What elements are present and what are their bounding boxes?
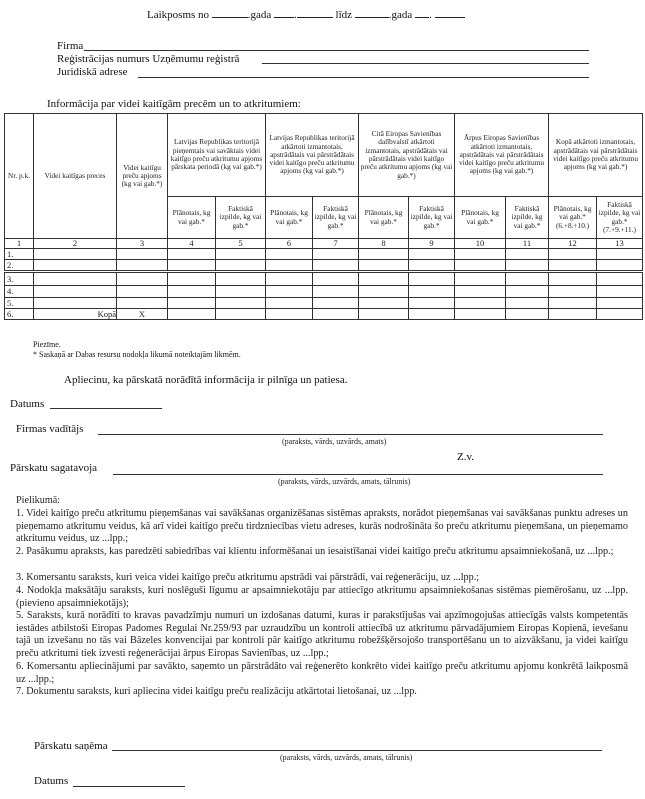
subheader-planned-4: Plānotais, kg vai gab.* [168, 197, 216, 239]
header-group-non-eu-recycled: Ārpus Eiropas Savienības atkārtoti izmantotais, apstrādātais vai pārstrādātais videi kaitīgo preču atkritumu apjoms (kg vai gab.*) [455, 114, 549, 197]
period-from-month-field[interactable] [274, 7, 294, 18]
date2-field[interactable] [73, 786, 185, 787]
data-cell[interactable] [266, 297, 313, 308]
table-row [5, 272, 643, 286]
col-number: 6 [266, 239, 313, 249]
data-cell[interactable] [313, 286, 359, 297]
data-cell[interactable] [216, 260, 266, 272]
data-cell[interactable] [597, 286, 643, 297]
table-row-total [5, 308, 643, 319]
data-cell[interactable] [409, 249, 455, 260]
col-number: 9 [409, 239, 455, 249]
data-cell[interactable] [266, 249, 313, 260]
data-cell[interactable] [313, 272, 359, 286]
subheader-actual-9: Faktiskā izpilde, kg vai gab.* [409, 197, 455, 239]
period-gada1: .gada [247, 9, 272, 21]
col-number: 13 [597, 239, 643, 249]
data-cell[interactable] [359, 308, 409, 319]
table-row [5, 297, 643, 308]
period-to-year-field[interactable] [355, 7, 389, 18]
data-cell[interactable] [168, 297, 216, 308]
director-signature-field[interactable] [98, 434, 603, 435]
data-cell[interactable] [455, 260, 506, 272]
col-number: 10 [455, 239, 506, 249]
subheader-actual-5: Faktiskā izpilde, kg vai gab.* [216, 197, 266, 239]
data-cell[interactable] [549, 308, 597, 319]
row-number: 1. [5, 249, 34, 260]
data-cell[interactable] [506, 297, 549, 308]
data-cell[interactable] [313, 249, 359, 260]
goods-cell[interactable] [34, 297, 117, 308]
subheader-planned-8: Plānotais, kg vai gab.* [359, 197, 409, 239]
col-number: 7 [313, 239, 359, 249]
col-number: 12 [549, 239, 597, 249]
data-cell[interactable] [455, 286, 506, 297]
receiver-signature-field[interactable] [112, 750, 602, 751]
subheader-actual-11: Faktiskā izpilde, kg vai gab.* [506, 197, 549, 239]
data-cell[interactable] [549, 297, 597, 308]
address-label: Juridiskā adrese [57, 66, 128, 78]
receiver-caption: (paraksts, vārds, uzvārds, amats, tālrunis) [280, 753, 413, 762]
data-cell[interactable] [168, 260, 216, 272]
volume-cell[interactable] [117, 272, 168, 286]
data-cell[interactable] [455, 297, 506, 308]
data-cell[interactable] [597, 308, 643, 319]
header-group-lv-recycled: Latvijas Republikas teritorijā atkārtoti izmantotais, apstrādātais vai pārstrādātais videi kaitīgo preču atkritumu apjoms (kg vai gab.*) [266, 114, 359, 197]
table-row [5, 286, 643, 297]
data-cell[interactable] [168, 272, 216, 286]
header-nr: Nr. p.k. [5, 114, 34, 239]
subheader-planned-12: Plānotais, kg vai gab.* (6.+8.+10.) [549, 197, 597, 239]
goods-cell[interactable] [34, 260, 117, 272]
data-cell[interactable] [549, 249, 597, 260]
volume-cell[interactable] [117, 260, 168, 272]
table-row [5, 260, 643, 272]
data-cell[interactable] [506, 308, 549, 319]
data-cell[interactable] [168, 249, 216, 260]
seal-label: Z.v. [457, 451, 475, 463]
total-volume-x: X [117, 308, 168, 319]
period-dot-1: . [294, 9, 297, 21]
data-cell[interactable] [266, 272, 313, 286]
row-number: 3. [5, 272, 34, 286]
period-prefix: Laikposms no [147, 9, 210, 21]
attachment-item-7: 7. Dokumentu saraksts, kuri apliecina videi kaitīgu preču realizāciju atkārtotai lietošanai, uz ...lpp. [16, 686, 417, 697]
data-cell[interactable] [597, 272, 643, 286]
data-cell[interactable] [216, 308, 266, 319]
row-number: 4. [5, 286, 34, 297]
preparer-label: Pārskatu sagatavoja [10, 462, 98, 474]
data-cell[interactable] [455, 272, 506, 286]
goods-cell[interactable] [34, 272, 117, 286]
total-label: Kopā [34, 308, 117, 319]
data-cell[interactable] [359, 260, 409, 272]
waste-report-table [4, 113, 643, 320]
data-cell[interactable] [266, 286, 313, 297]
data-cell[interactable] [168, 308, 216, 319]
attachment-item-3: 3. Komersantu saraksts, kuri veica videi kaitīgo preču atkritumu apstrādi vai pārstrādi, vai reģenerāciju, uz ...lpp.; [16, 572, 480, 583]
attachment-item-2: 2. Pasākumu apraksts, kas paredzēti sabiedrības vai klientu informēšanai un iesaistīšanai videi kaitīgo preču atkritumu apsaimniekošanā, uz ...lpp.; [16, 546, 614, 557]
row-number: 5. [5, 297, 34, 308]
data-cell[interactable] [597, 297, 643, 308]
period-from-day-field[interactable] [297, 7, 333, 18]
subheader-actual-13: Faktiskā izpilde, kg vai gab.* (7.+9.+11.) [597, 197, 643, 239]
reg-number-field[interactable] [262, 63, 589, 64]
table-row [5, 249, 643, 260]
data-cell[interactable] [313, 297, 359, 308]
reg-label: Reģistrācijas numurs Uzņēmumu reģistrā [57, 53, 240, 65]
period-from-year-field[interactable] [212, 7, 248, 18]
data-cell[interactable] [409, 272, 455, 286]
preparer-caption: (paraksts, vārds, uzvārds, amats, tālrunis) [278, 477, 411, 486]
row-number: 2. [5, 260, 34, 272]
data-cell[interactable] [409, 260, 455, 272]
period-lidz: līdz [335, 9, 353, 21]
col-number: 11 [506, 239, 549, 249]
col-number: 5 [216, 239, 266, 249]
period-to-day-field[interactable] [435, 7, 465, 18]
data-cell[interactable] [313, 260, 359, 272]
data-cell[interactable] [266, 260, 313, 272]
firma-field[interactable] [84, 50, 589, 51]
goods-cell[interactable] [34, 286, 117, 297]
subheader-actual-7: Faktiskā izpilde, kg vai gab.* [313, 197, 359, 239]
attachment-item-6: 6. Komersantu apliecinājumi par savākto, saņemto un pārstrādāto vai reģenerēto konkrēto videi kaitīgo preču atkritumu apjomu konkrētā laikposmā uz ...lpp.; [16, 661, 628, 685]
period-line [147, 7, 465, 21]
data-cell[interactable] [359, 272, 409, 286]
data-cell[interactable] [409, 286, 455, 297]
data-cell[interactable] [313, 308, 359, 319]
data-cell[interactable] [359, 297, 409, 308]
data-cell[interactable] [216, 272, 266, 286]
attachment-item-5: 5. Saraksts, kurā norādīti to kravas pavadzīmju numuri un izdošanas datumi, kuras ir parakstījušas vai apzīmogojušas attiecīgās valsts kompetentās iestādes atbilstoši Eiropas Padomes Regulai Nr.259/93 par uzraudzību un kontroli attiecībā uz atkritumu pārvadājumiem Eiropas Kopienā, ievešanu tajā un izvešanu no tās vai Bāzeles konvencijai par kontroli pār kaitīgo atkritumu robežšķērsojošo transportēšanu un to aizvākšanu, ja videi kaitīgu preču atkritumi tiek izvesti reģenerācijai ārpus Eiropas Savienības, uz ...lpp.; [16, 610, 628, 659]
note-title: Piezīme. [33, 340, 61, 349]
data-cell[interactable] [216, 249, 266, 260]
attachment-item-1: 1. Videi kaitīgo preču atkritumu pieņemšanas vai savākšanas organizēšanas sistēmas apraksts, norādot pieņemšanas vai savākšanas punktu adreses un pieņemamo atkritumu veidus, kā arī videi kaitīgo preču tirdzniecības vietu adreses, kurās nodrošināta šo preču atkritumu pieņemšana, un pieņemamo atkritumu veidus, uz ...lpp.; [16, 508, 628, 545]
data-cell[interactable] [549, 260, 597, 272]
data-cell[interactable] [597, 260, 643, 272]
attachment-item-4: 4. Nodokļa maksātāju saraksts, kuri noslēguši līgumu ar apsaimniekotāju par attiecīgo atkritumu apsaimniekošanas sistēmas piemērošanu, uz ...lpp. (pievieno apsaimniekotājs); [16, 585, 628, 609]
date-field[interactable] [50, 408, 162, 409]
data-cell[interactable] [168, 286, 216, 297]
data-cell[interactable] [266, 308, 313, 319]
period-gada2: .gada [388, 9, 413, 21]
date2-label: Datums [34, 775, 69, 787]
data-cell[interactable] [216, 297, 266, 308]
col-number: 8 [359, 239, 409, 249]
col-number: 1 [5, 239, 34, 249]
period-to-month-field[interactable] [415, 7, 429, 18]
data-cell[interactable] [506, 272, 549, 286]
volume-cell[interactable] [117, 286, 168, 297]
goods-cell[interactable] [34, 249, 117, 260]
preparer-signature-field[interactable] [113, 474, 603, 475]
note-star: * Saskaņā ar Dabas resursu nodokļa likumā noteiktajām likmēm. [33, 350, 241, 359]
data-cell[interactable] [409, 308, 455, 319]
header-volume: Videi kaitīgu preču apjoms (kg vai gab.*) [117, 114, 168, 239]
period-dot-2: . [429, 9, 432, 21]
col-number: 4 [168, 239, 216, 249]
certification-text: Apliecinu, ka pārskatā norādītā informācija ir pilnīga un patiesa. [64, 374, 348, 386]
volume-cell[interactable] [117, 297, 168, 308]
data-cell[interactable] [506, 249, 549, 260]
data-cell[interactable] [506, 260, 549, 272]
address-field[interactable] [138, 77, 589, 78]
volume-cell[interactable] [117, 249, 168, 260]
director-caption: (paraksts, vārds, uzvārds, amats) [282, 437, 387, 446]
table-title: Informācija par videi kaitīgām precēm un to atkritumiem: [47, 98, 301, 110]
data-cell[interactable] [597, 249, 643, 260]
data-cell[interactable] [409, 297, 455, 308]
data-cell[interactable] [506, 286, 549, 297]
data-cell[interactable] [549, 272, 597, 286]
col-number: 2 [34, 239, 117, 249]
row-number: 6. [5, 308, 34, 319]
header-group-lv-collected: Latvijas Republikas teritorijā pieņemtais vai savāktais videi kaitīgo preču atkritumu apjoms pārskata periodā (kg vai gab.*) [168, 114, 266, 197]
col-number: 3 [117, 239, 168, 249]
director-label: Firmas vadītājs [16, 423, 84, 435]
header-group-total-recycled: Kopā atkārtoti izmantotais, apstrādātais vai pārstrādātais videi kaitīgo preču atkritumu apjoms (kg vai gab.*) [549, 114, 643, 197]
subheader-planned-6: Plānotais, kg vai gab.* [266, 197, 313, 239]
firma-label: Firma [57, 40, 84, 52]
header-group-eu-recycled: Citā Eiropas Savienības dalībvalstī atkārtoti izmantotais, apstrādātais vai pārstrādātais videi kaitīgo preču atkritumu apjoms (kg vai gab.*) [359, 114, 455, 197]
receiver-label: Pārskatu saņēma [34, 740, 108, 752]
header-goods: Videi kaitīgas preces [34, 114, 117, 239]
attachments-title: Pielikumā: [16, 495, 61, 506]
data-cell[interactable] [549, 286, 597, 297]
date-label: Datums [10, 398, 45, 410]
data-cell[interactable] [455, 308, 506, 319]
data-cell[interactable] [359, 249, 409, 260]
data-cell[interactable] [216, 286, 266, 297]
data-cell[interactable] [455, 249, 506, 260]
data-cell[interactable] [359, 286, 409, 297]
subheader-planned-10: Plānotais, kg vai gab.* [455, 197, 506, 239]
